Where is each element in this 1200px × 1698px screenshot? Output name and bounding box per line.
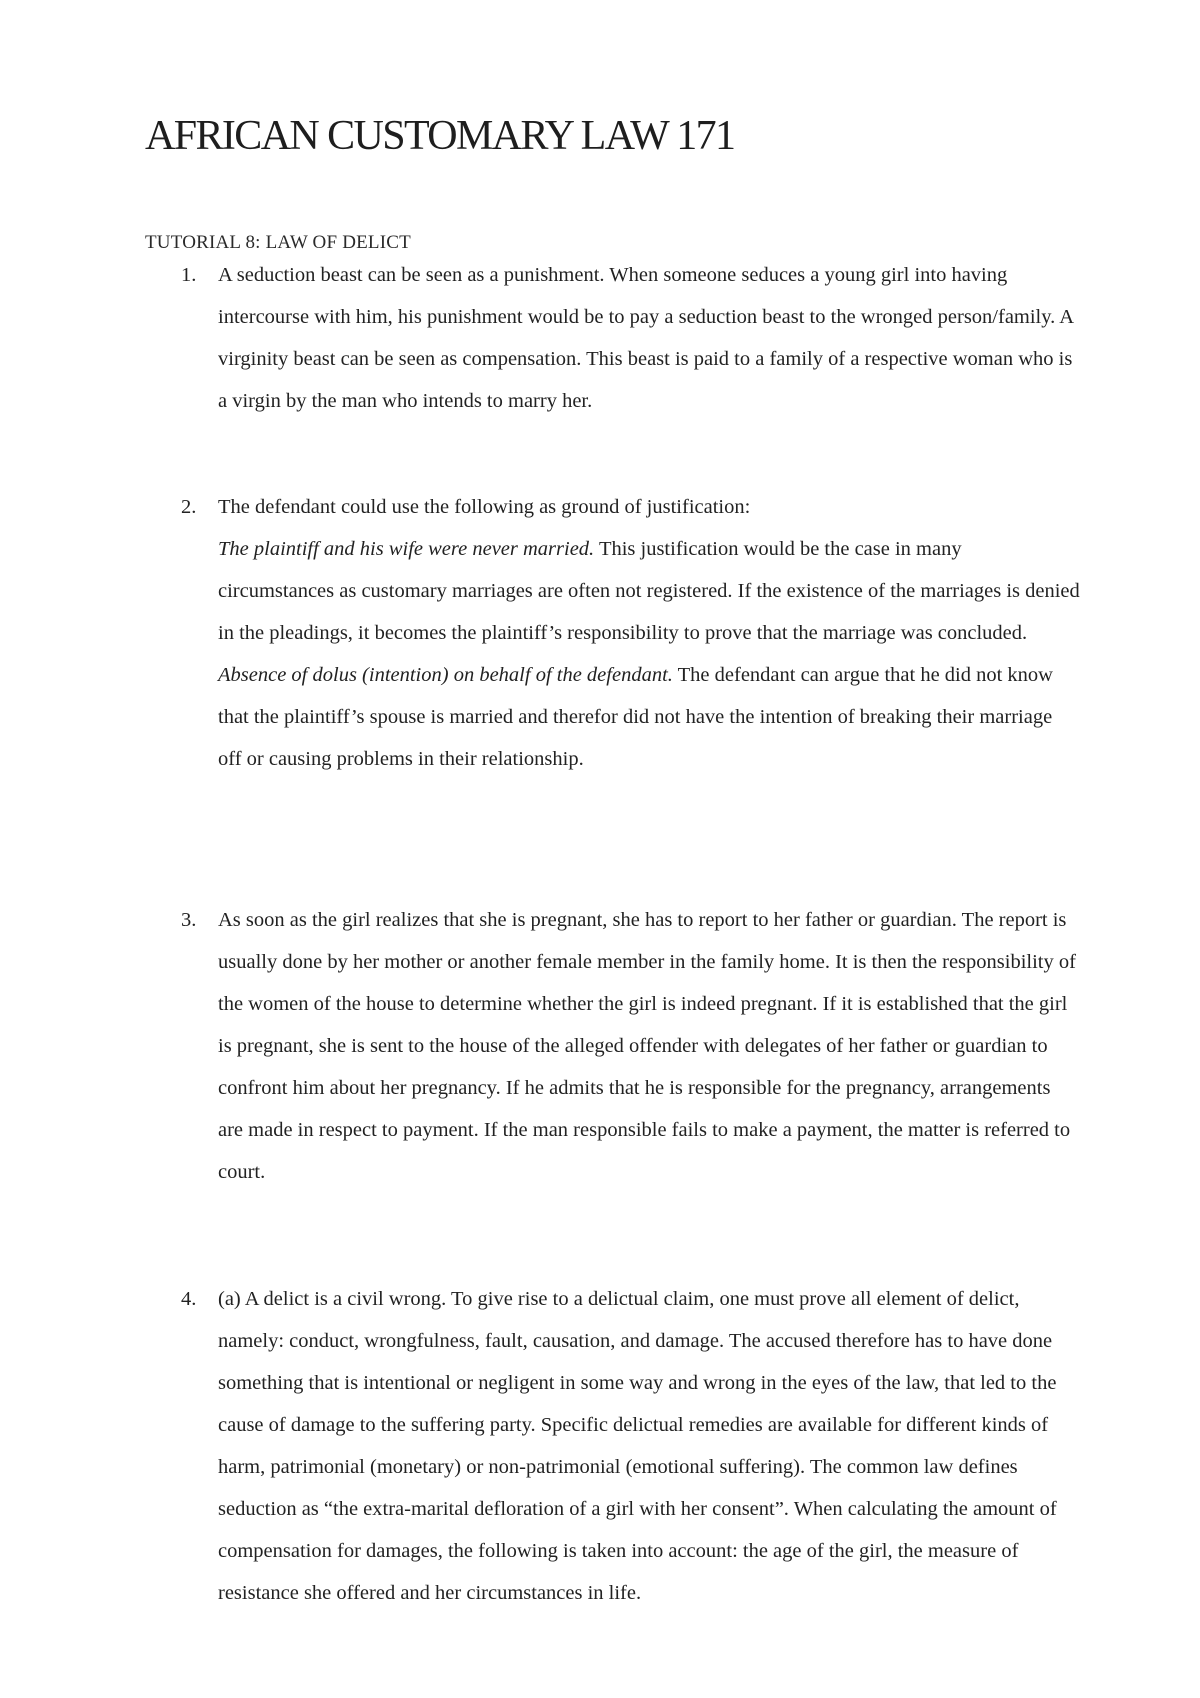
item-1-paragraph: A seduction beast can be seen as a punishment. When someone seduces a young girl into having intercourse with him, his punishment would be to pay a seduction beast to the wronged person/family. A virginity beast can be seen as compensation. This beast is paid to a family of a respective woman who is a virgin by the man who intends to marry her. bbox=[218, 264, 1073, 412]
list-item-number: 3. bbox=[181, 909, 197, 931]
item-2-ground-1 bbox=[218, 528, 1080, 654]
list-item-number: 2. bbox=[181, 496, 197, 518]
list-item-4 bbox=[145, 1278, 1080, 1614]
ground-2-text: The defendant can argue that he did not know that the plaintiff’s spouse is married and therefor did not have the intention of breaking their marriage off or causing problems in their relationship. bbox=[218, 664, 1053, 770]
ground-1-heading: The plaintiff and his wife were never married. bbox=[218, 538, 595, 560]
list-item-3 bbox=[145, 899, 1080, 1193]
list-item-2 bbox=[145, 486, 1080, 780]
item-4-paragraph: (a) A delict is a civil wrong. To give rise to a delictual claim, one must prove all element of delict, namely: conduct, wrongfulness, fault, causation, and damage. The accused therefore has to have done something that is intentional or negligent in some way and wrong in the eyes of the law, that led to the cause of damage to the suffering party. Specific delictual remedies are available for different kinds of harm, patrimonial (monetary) or non-patrimonial (emotional suffering). The common law defines seduction as “the extra-marital defloration of a girl with her consent”. When calculating the amount of compensation for damages, the following is taken into account: the age of the girl, the measure of resistance she offered and her circumstances in life. bbox=[218, 1288, 1057, 1604]
ground-2-heading: Absence of dolus (intention) on behalf of the defendant. bbox=[218, 664, 673, 686]
ground-1-text: This justification would be the case in many circumstances as customary marriages are often not registered. If the existence of the marriages is denied in the pleadings, it becomes the plaintiff’s responsibility to prove that the marriage was concluded. bbox=[218, 538, 1080, 644]
list-item-number: 4. bbox=[181, 1288, 197, 1310]
document-title: AFRICAN CUSTOMARY LAW 171 bbox=[145, 113, 735, 159]
list-item-number: 1. bbox=[181, 264, 197, 286]
item-2-intro: The defendant could use the following as ground of justification: bbox=[218, 496, 751, 518]
item-3-paragraph: As soon as the girl realizes that she is pregnant, she has to report to her father or guardian. The report is usually done by her mother or another female member in the family home. It is then the responsibility of the women of the house to determine whether the girl is indeed pregnant. If it is established that the girl is pregnant, she is sent to the house of the alleged offender with delegates of her father or guardian to confront him about her pregnancy. If he admits that he is responsible for the pregnancy, arrangements are made in respect to payment. If the man responsible fails to make a payment, the matter is referred to court. bbox=[218, 909, 1076, 1183]
list-item-1 bbox=[145, 254, 1080, 422]
item-2-ground-2 bbox=[218, 654, 1080, 780]
tutorial-heading: TUTORIAL 8: LAW OF DELICT bbox=[145, 232, 411, 253]
